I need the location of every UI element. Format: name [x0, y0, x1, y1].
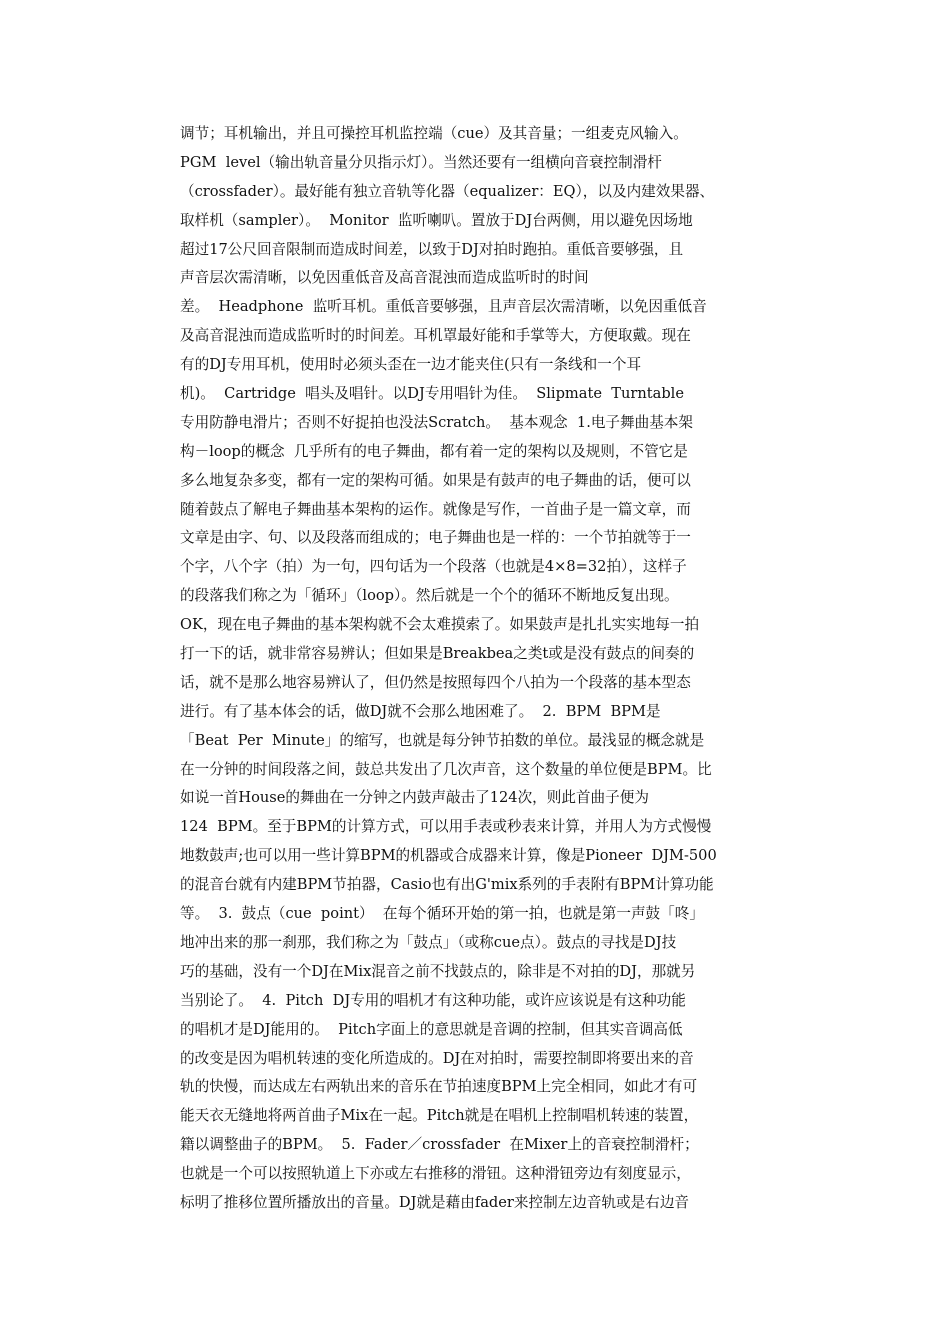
text-line: 构－loop的概念 几乎所有的电子舞曲，都有着一定的架构以及规则，不管它是	[180, 442, 688, 460]
text-line: 调节；耳机输出，并且可操控耳机监控端（cue）及其音量；一组麦克风输入。	[180, 125, 688, 142]
text-line: 文章是由字、句、以及段落而组成的；电子舞曲也是一样的：一个节拍就等于一	[180, 529, 691, 547]
body-text	[180, 120, 780, 1218]
text-line: 的唱机才是DJ能用的。 Pitch字面上的意思就是音调的控制，但其实音调高低	[180, 1020, 683, 1038]
text-line: 有的DJ专用耳机，使用时必须头歪在一边才能夹住(只有一条线和一个耳	[180, 356, 642, 374]
text-line: 124 BPM。至于BPM的计算方式，可以用手表或秒表来计算，并用人为方式慢慢	[180, 818, 712, 836]
text-line: 在一分钟的时间段落之间，鼓总共发出了几次声音，这个数量的单位便是BPM。比	[180, 760, 712, 778]
text-line: 如说一首House的舞曲在一分钟之内鼓声敲击了124次，则此首曲子便为	[180, 789, 649, 807]
text-line: 标明了推移位置所播放出的音量。DJ就是藉由fader来控制左边音轨或是右边音	[180, 1193, 690, 1211]
text-line: （crossfader）。最好能有独立音轨等化器（equalizer：EQ），以及内建效果器、	[180, 182, 715, 200]
text-line: 巧的基础，没有一个DJ在Mix混音之前不找鼓点的，除非是不对拍的DJ，那就另	[180, 962, 696, 980]
text-line: 专用防静电滑片；否则不好捉拍也没法Scratch。 基本观念 1.电子舞曲基本架	[180, 413, 693, 431]
text-line: 的混音台就有内建BPM节拍器，Casio也有出G'mix系列的手表附有BPM计算功能	[180, 876, 714, 894]
text-line: 取样机（sampler）。 Monitor 监听喇叭。置放于DJ台两侧，用以避免因场地	[180, 211, 693, 229]
text-line: 机)。 Cartridge 唱头及唱针。以DJ专用唱针为佳。 Slipmate Turntable	[180, 385, 684, 403]
text-line: 等。 3. 鼓点（cue point） 在每个循环开始的第一拍，也就是第一声鼓「咚」	[180, 905, 704, 923]
text-line: 个字，八个字（拍）为一句，四句话为一个段落（也就是4×8=32拍），这样子	[180, 558, 687, 576]
text-line: 多么地复杂多变，都有一定的架构可循。如果是有鼓声的电子舞曲的话，便可以	[180, 471, 691, 489]
text-line: 声音层次需清晰，以免因重低音及高音混浊而造成监听时的时间	[180, 269, 589, 287]
text-line: 地数鼓声;也可以用一些计算BPM的机器或合成器来计算，像是Pioneer DJM-500	[180, 847, 717, 865]
text-line: 能天衣无缝地将两首曲子Mix在一起。Pitch就是在唱机上控制唱机转速的装置，	[180, 1107, 699, 1125]
text-line: 地冲出来的那一刹那，我们称之为「鼓点」（或称cue点）。鼓点的寻找是DJ技	[180, 933, 677, 951]
text-line: 的段落我们称之为「循环」（loop）。然后就是一个个的循环不断地反复出现。	[180, 587, 679, 605]
text-line: 超过17公尺回音限制而造成时间差，以致于DJ对拍时跑拍。重低音要够强，且	[180, 240, 684, 258]
text-line: 的改变是因为唱机转速的变化所造成的。DJ在对拍时，需要控制即将要出来的音	[180, 1049, 694, 1067]
text-line: 「Beat Per Minute」的缩写，也就是每分钟节拍数的单位。最浅显的概念就是	[180, 731, 705, 749]
text-line: 及高音混浊而造成监听时的时间差。耳机罩最好能和手掌等大，方便取戴。现在	[180, 327, 691, 345]
text-line: PGM level（输出轨音量分贝指示灯）。当然还要有一组横向音衰控制滑杆	[180, 153, 662, 171]
text-line: 打一下的话，就非常容易辨认；但如果是Breakbea之类t或是没有鼓点的间奏的	[180, 645, 695, 663]
text-line: 也就是一个可以按照轨道上下亦或左右推移的滑钮。这种滑钮旁边有刻度显示，	[180, 1165, 691, 1183]
text-line: 进行。有了基本体会的话，做DJ就不会那么地困难了。 2. BPM BPM是	[180, 702, 661, 720]
text-line: 差。 Headphone 监听耳机。重低音要够强，且声音层次需清晰，以免因重低音	[180, 298, 707, 316]
text-line: 轨的快慢，而达成左右两轨出来的音乐在节拍速度BPM上完全相同，如此才有可	[180, 1078, 698, 1096]
text-line: 当别论了。 4. Pitch DJ专用的唱机才有这种功能，或许应该说是有这种功能	[180, 991, 686, 1009]
text-line: OK，现在电子舞曲的基本架构就不会太难摸索了。如果鼓声是扎扎实实地每一拍	[180, 616, 700, 634]
text-line: 随着鼓点了解电子舞曲基本架构的运作。就像是写作，一首曲子是一篇文章，而	[180, 500, 691, 518]
text-line: 籍以调整曲子的BPM。 5. Fader／crossfader 在Mixer上的音衰控制滑杆；	[180, 1136, 699, 1154]
text-line: 话，就不是那么地容易辨认了，但仍然是按照每四个八拍为一个段落的基本型态	[180, 673, 691, 691]
